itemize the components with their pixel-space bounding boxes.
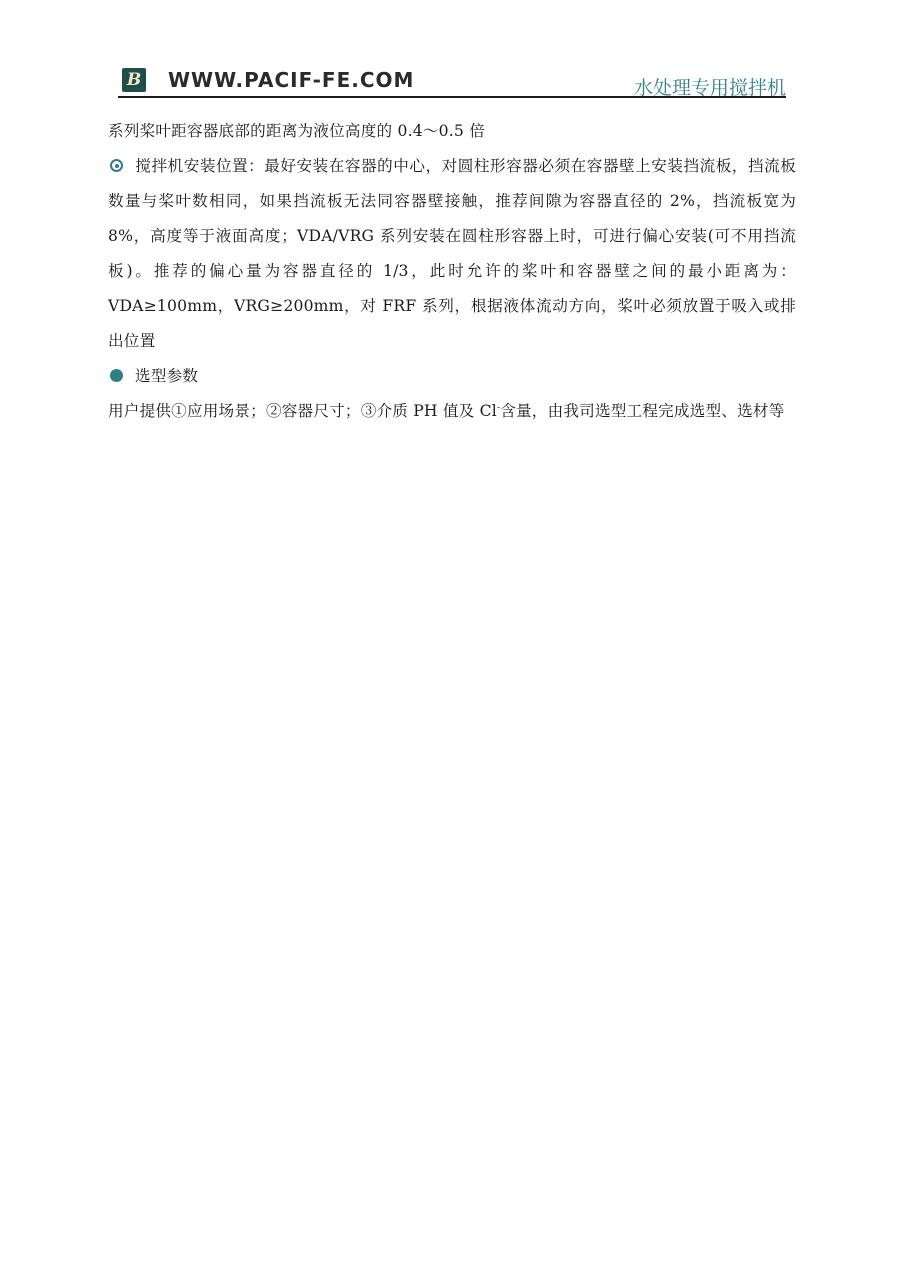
install-position-text: 搅拌机安装位置：最好安装在容器的中心，对圆柱形容器必须在容器壁上安装挡流板，挡流板数量与桨叶数相同，如果挡流板无法同容器壁接触，推荐间隙为容器直径的 2%，挡流板宽为 8%，高度等于液面高度；VDA/VRG 系列安装在圆柱形容器上时，可进行偏心安装(可不用挡流板)。推荐的偏心量为容器直径的 1/3，此时允许的桨叶和容器壁之间的最小距离为：VDA≥100mm，VRG≥200mm，对 FRF 系列，根据液体流动方向，桨叶必须放置于吸入或排出位置 — [108, 157, 796, 350]
company-logo-icon: B — [122, 68, 146, 92]
selection-text-part1: 用户提供①应用场景；②容器尺寸；③介质 PH 值及 Cl — [108, 402, 497, 420]
paragraph-blade-distance: 系列桨叶距容器底部的距离为液位高度的 0.4～0.5 倍 — [108, 122, 485, 140]
selection-heading-text: 选型参数 — [135, 367, 199, 385]
circle-bullet-icon — [110, 159, 123, 172]
document-body — [108, 114, 796, 429]
paragraph-install-position — [108, 149, 796, 359]
header-divider — [118, 96, 786, 98]
paragraph-selection-params — [108, 394, 796, 429]
document-title: 水处理专用搅拌机 — [633, 77, 786, 99]
selection-text-part2: 含量，由我司选型工程完成选型、选材等 — [500, 402, 785, 420]
section-heading-selection — [108, 359, 796, 394]
chloride-superscript: - — [496, 402, 501, 413]
dot-bullet-icon — [110, 369, 123, 382]
site-url: WWW.PACIF-FE.COM — [168, 68, 415, 92]
page-header — [118, 64, 786, 100]
